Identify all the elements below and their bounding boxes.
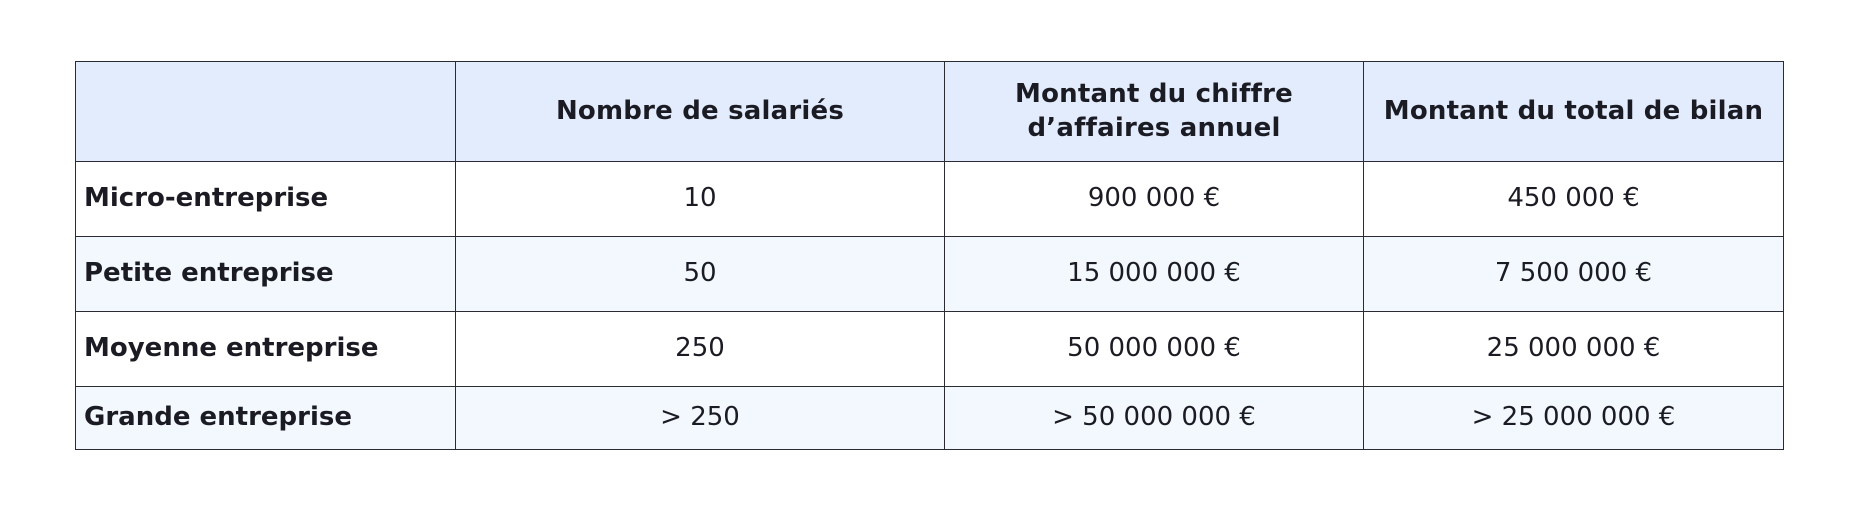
revenue-cell: 900 000 € xyxy=(945,162,1364,237)
employees-cell: > 250 xyxy=(456,387,945,450)
balance-cell: 25 000 000 € xyxy=(1364,312,1784,387)
row-label: Petite entreprise xyxy=(76,237,456,312)
row-label: Grande entreprise xyxy=(76,387,456,450)
header-cell-revenue: Montant du chiffre d’affaires annuel xyxy=(945,62,1364,162)
table-row xyxy=(76,387,1784,450)
revenue-cell: 15 000 000 € xyxy=(945,237,1364,312)
table-body xyxy=(76,162,1784,450)
row-label: Micro-entreprise xyxy=(76,162,456,237)
balance-cell: > 25 000 000 € xyxy=(1364,387,1784,450)
enterprise-size-table xyxy=(75,61,1784,450)
table-row xyxy=(76,162,1784,237)
header-cell-empty xyxy=(76,62,456,162)
employees-cell: 50 xyxy=(456,237,945,312)
employees-cell: 10 xyxy=(456,162,945,237)
table-row xyxy=(76,237,1784,312)
revenue-cell: 50 000 000 € xyxy=(945,312,1364,387)
table-header xyxy=(76,62,1784,162)
header-row xyxy=(76,62,1784,162)
revenue-cell: > 50 000 000 € xyxy=(945,387,1364,450)
enterprise-size-table-container xyxy=(75,61,1783,450)
row-label: Moyenne entreprise xyxy=(76,312,456,387)
table-row xyxy=(76,312,1784,387)
employees-cell: 250 xyxy=(456,312,945,387)
balance-cell: 7 500 000 € xyxy=(1364,237,1784,312)
header-cell-employees: Nombre de salariés xyxy=(456,62,945,162)
header-cell-balance-sheet: Montant du total de bilan xyxy=(1364,62,1784,162)
balance-cell: 450 000 € xyxy=(1364,162,1784,237)
